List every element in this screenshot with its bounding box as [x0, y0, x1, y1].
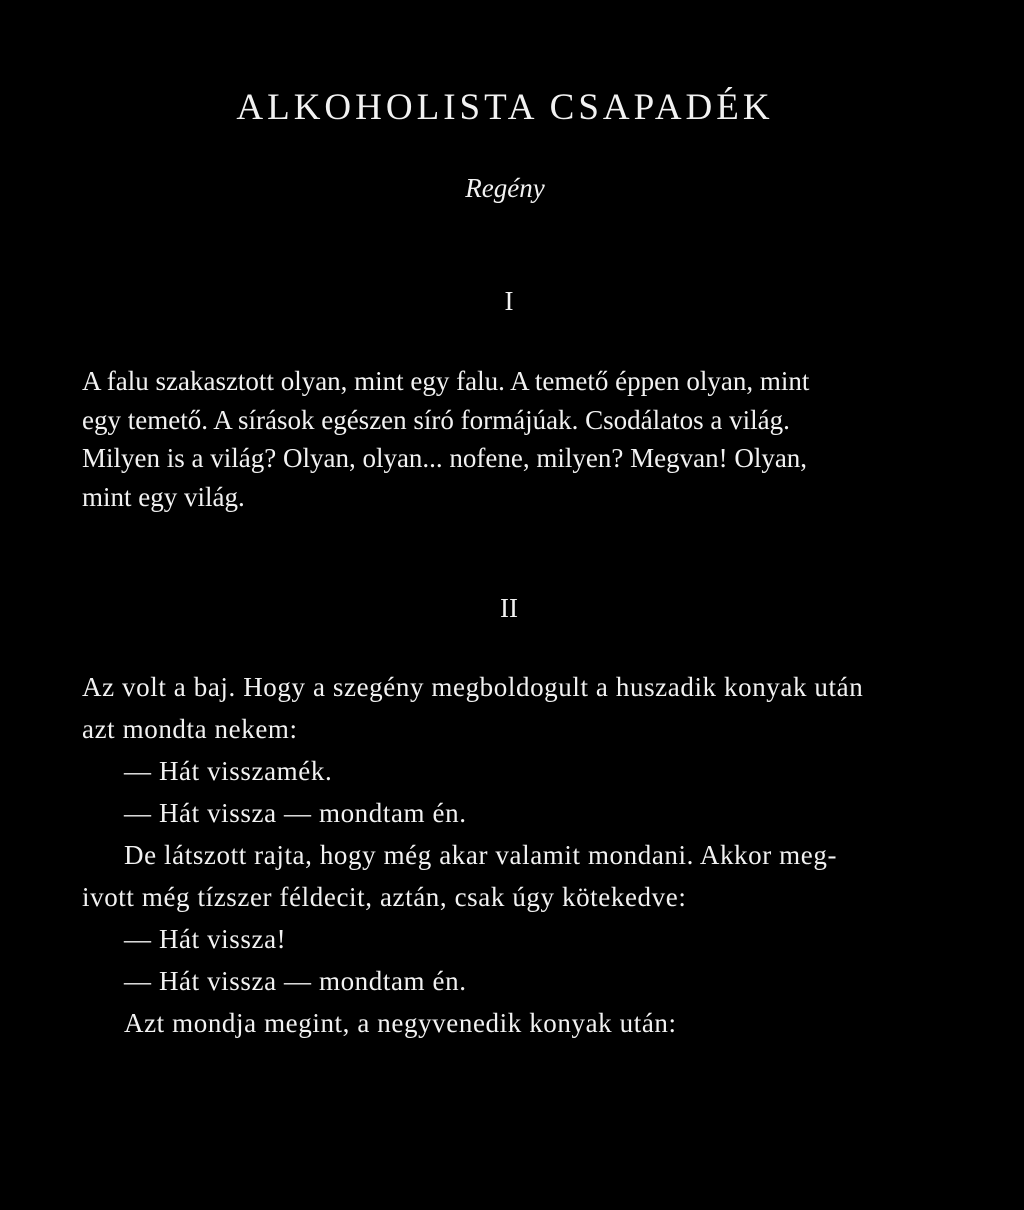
page-subtitle: Regény — [465, 173, 545, 203]
chapter-numeral-2: II — [500, 593, 518, 623]
text-line: Az volt a baj. Hogy a szegény megboldogult a huszadik konyak után — [82, 672, 864, 702]
text-line: ivott még tízszer féldecit, aztán, csak úgy kötekedve: — [82, 882, 687, 912]
dialogue-line: — Hát vissza! — [124, 924, 287, 954]
dialogue-line: — Hát vissza — mondtam én. — [124, 966, 467, 996]
text-line: egy temető. A sírások egészen síró formájúak. Csodálatos a világ. — [82, 404, 790, 435]
text-line: mint egy világ. — [82, 481, 245, 512]
chapter-1-paragraph — [82, 362, 962, 516]
dialogue-line: — Hát vissza — mondtam én. — [124, 798, 467, 828]
text-line: Azt mondja megint, a negyvenedik konyak után: — [124, 1008, 677, 1038]
text-line: A falu szakasztott olyan, mint egy falu. A temető éppen olyan, mint — [82, 366, 810, 396]
text-line: Milyen is a világ? Olyan, olyan... nofene, milyen? Megvan! Olyan, — [82, 443, 808, 473]
text-line: azt mondta nekem: — [82, 714, 298, 744]
dialogue-line: — Hát visszamék. — [124, 756, 333, 786]
chapter-2-paragraph — [82, 666, 962, 1044]
page-title: ALKOHOLISTA CSAPADÉK — [236, 87, 774, 128]
chapter-numeral-1: I — [504, 286, 514, 316]
text-line: De látszott rajta, hogy még akar valamit mondani. Akkor meg- — [124, 840, 838, 870]
